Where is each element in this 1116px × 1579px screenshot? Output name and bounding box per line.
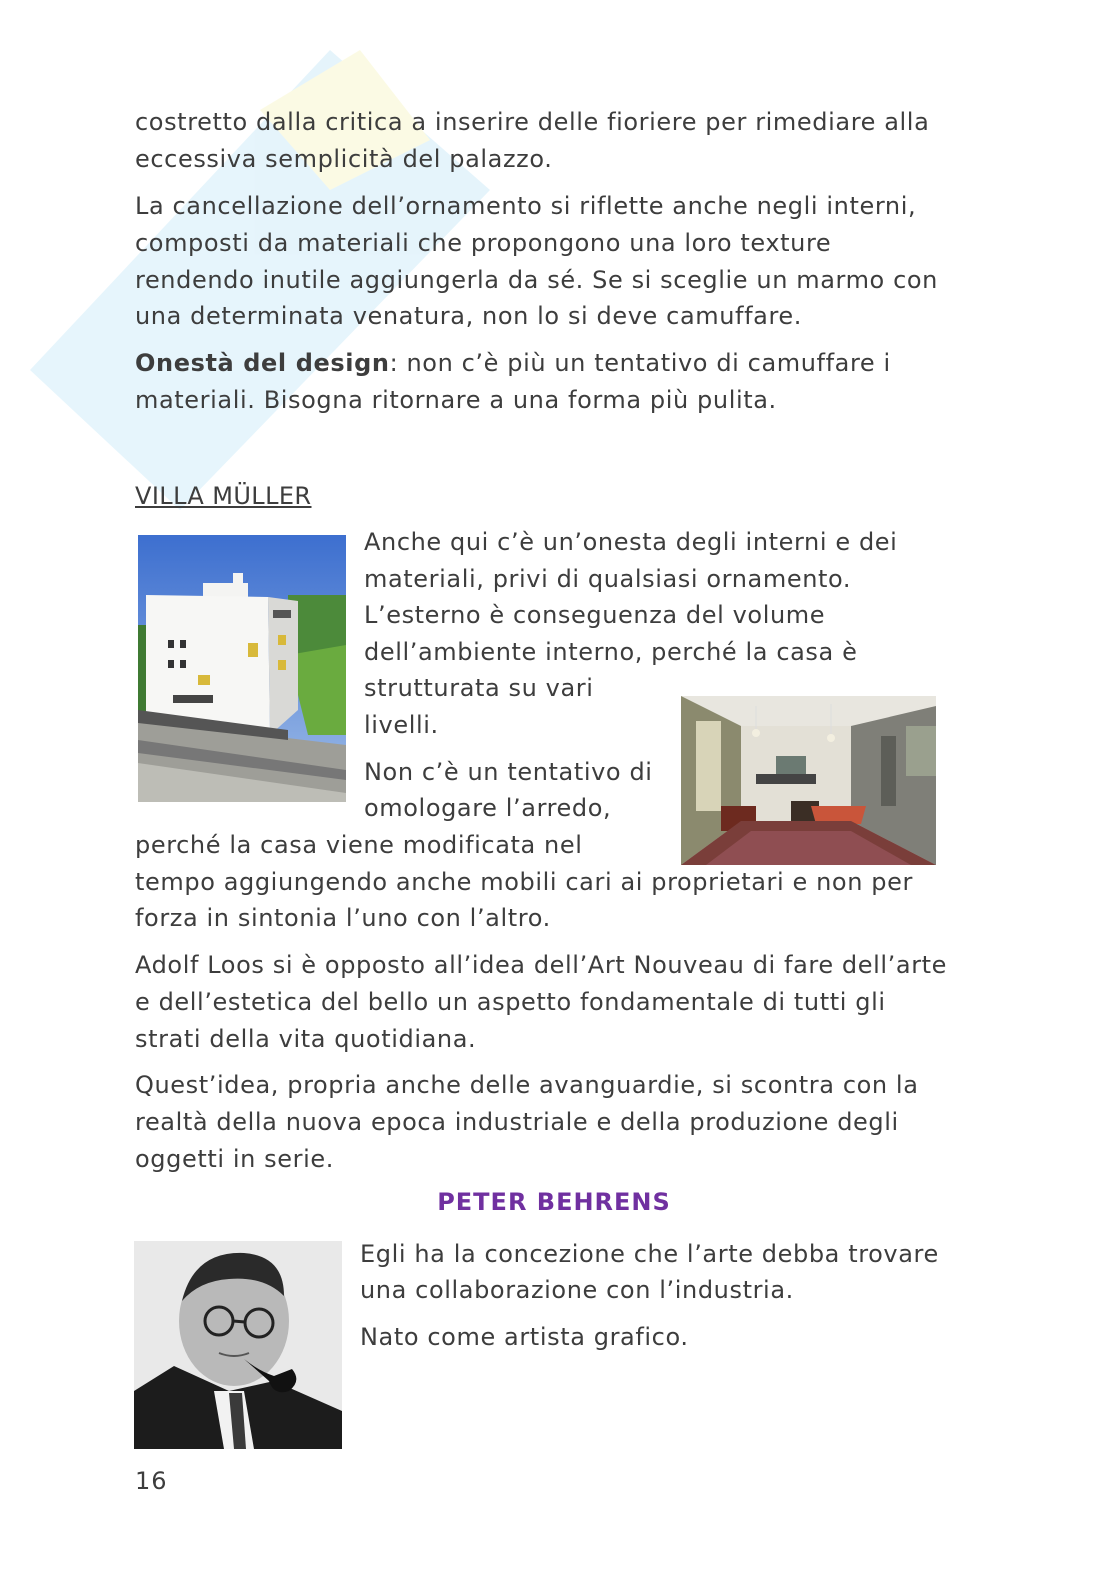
- paragraph-line: una determinata venatura, non lo si deve camuffare.: [135, 302, 802, 330]
- paragraph-line: materiali, privi di qualsiasi ornamento.: [364, 565, 852, 593]
- paragraph-line: omologare l’arredo,: [364, 794, 612, 822]
- paragraph-line: strutturata su vari: [364, 674, 594, 702]
- paragraph-line: rendendo inutile aggiungerla da sé. Se si sceglie un marmo con: [135, 266, 938, 294]
- paragraph-line: e dell’estetica del bello un aspetto fondamentale di tutti gli: [135, 988, 886, 1016]
- paragraph-line: strati della vita quotidiana.: [135, 1025, 477, 1053]
- villa-muller-interior-photo: [681, 696, 936, 865]
- paragraph-line: realtà della nuova epoca industriale e della produzione degli: [135, 1108, 899, 1136]
- paragraph-line: Non c’è un tentativo di: [364, 758, 653, 786]
- paragraph-line: Adolf Loos si è opposto all’idea dell’Art Nouveau di fare dell’arte: [135, 951, 948, 979]
- paragraph-line: [135, 345, 891, 382]
- paragraph-text: : non c’è più un tentativo di camuffare i: [389, 349, 891, 377]
- paragraph-line: tempo aggiungendo anche mobili cari ai proprietari e non per: [135, 868, 913, 896]
- paragraph-line: perché la casa viene modificata nel: [135, 831, 583, 859]
- paragraph-line: materiali. Bisogna ritornare a una forma più pulita.: [135, 386, 777, 414]
- peter-behrens-title: PETER BEHRENS: [437, 1188, 671, 1216]
- paragraph-line: Anche qui c’è un’onesta degli interni e dei: [364, 528, 898, 556]
- bold-term: Onestà del design: [135, 349, 390, 377]
- paragraph-line: composti da materiali che propongono una loro texture: [135, 229, 832, 257]
- page-number: 16: [135, 1467, 168, 1495]
- paragraph-line: una collaborazione con l’industria.: [360, 1276, 794, 1304]
- paragraph-line: Egli ha la concezione che l’arte debba trovare: [360, 1240, 939, 1268]
- paragraph-line: Quest’idea, propria anche delle avanguardie, si scontra con la: [135, 1071, 919, 1099]
- paragraph-line: L’esterno è conseguenza del volume: [364, 601, 826, 629]
- paragraph-line: oggetti in serie.: [135, 1145, 334, 1173]
- paragraph-line: dell’ambiente interno, perché la casa è: [364, 638, 858, 666]
- paragraph-line: costretto dalla critica a inserire delle fioriere per rimediare alla: [135, 108, 930, 136]
- peter-behrens-portrait: [134, 1241, 342, 1449]
- paragraph-line: Nato come artista grafico.: [360, 1323, 689, 1351]
- villa-muller-heading: VILLA MÜLLER: [135, 482, 312, 510]
- villa-muller-exterior-photo: [138, 535, 346, 802]
- paragraph-line: eccessiva semplicità del palazzo.: [135, 145, 553, 173]
- paragraph-line: forza in sintonia l’uno con l’altro.: [135, 904, 551, 932]
- paragraph-line: livelli.: [364, 711, 439, 739]
- paragraph-line: La cancellazione dell’ornamento si riflette anche negli interni,: [135, 192, 917, 220]
